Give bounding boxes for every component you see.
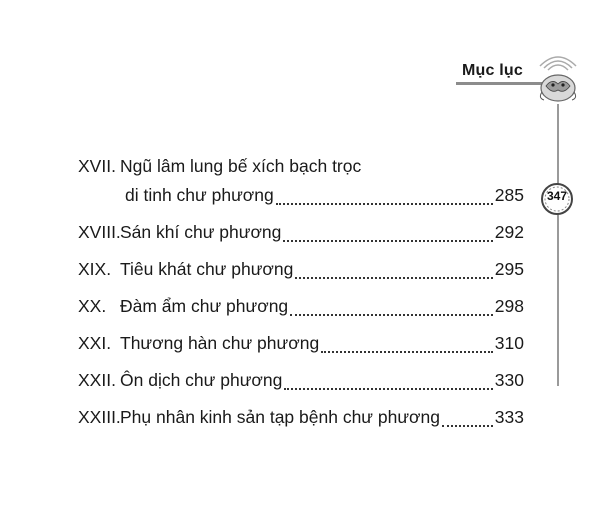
entry-number: XIX. [78,259,112,279]
entry-number: XXI. [78,333,112,353]
entry-title: Đàm ẩm chư phương [120,296,289,316]
dot-leader [442,425,493,427]
toc-entry [78,259,524,285]
entry-number: XXII. [78,370,116,390]
entry-page: 298 [494,296,524,316]
entry-title-line2: di tinh chư phương [125,185,274,205]
dragon-emblem-icon [534,48,582,106]
toc-entry [78,156,524,182]
entry-number: XXIII. [78,407,121,427]
entry-title: Tiêu khát chư phương [120,259,294,279]
dot-leader [290,314,493,316]
page-number: 347 [546,189,568,203]
entry-title: Ngũ lâm lung bế xích bạch trọc [120,156,362,176]
entry-number: XVIII. [78,222,121,242]
dot-leader [276,203,493,205]
entry-page: 285 [494,185,524,205]
toc-entry-continuation [125,185,524,211]
dot-leader [283,240,492,242]
vertical-rule [557,104,559,386]
entry-page: 330 [494,370,524,390]
section-title: Mục lục [462,62,523,79]
dot-leader [321,351,493,353]
entry-title: Thương hàn chư phương [120,333,320,353]
entry-title: Sán khí chư phương [120,222,282,242]
entry-page: 310 [494,333,524,353]
entry-title: Phụ nhân kinh sản tạp bệnh chư phương [120,407,440,427]
entry-page: 333 [494,407,524,427]
entry-title: Ôn dịch chư phương [120,370,283,390]
entry-number: XVII. [78,156,116,176]
toc-entry [78,370,524,396]
entry-page: 292 [494,222,524,242]
entry-number: XX. [78,296,107,316]
toc-entry [78,296,524,322]
toc-entry [78,333,524,359]
toc-entry [78,222,524,248]
dot-leader [295,277,492,279]
entry-page: 295 [494,259,524,279]
dot-leader [284,388,492,390]
toc-entry [78,407,524,433]
